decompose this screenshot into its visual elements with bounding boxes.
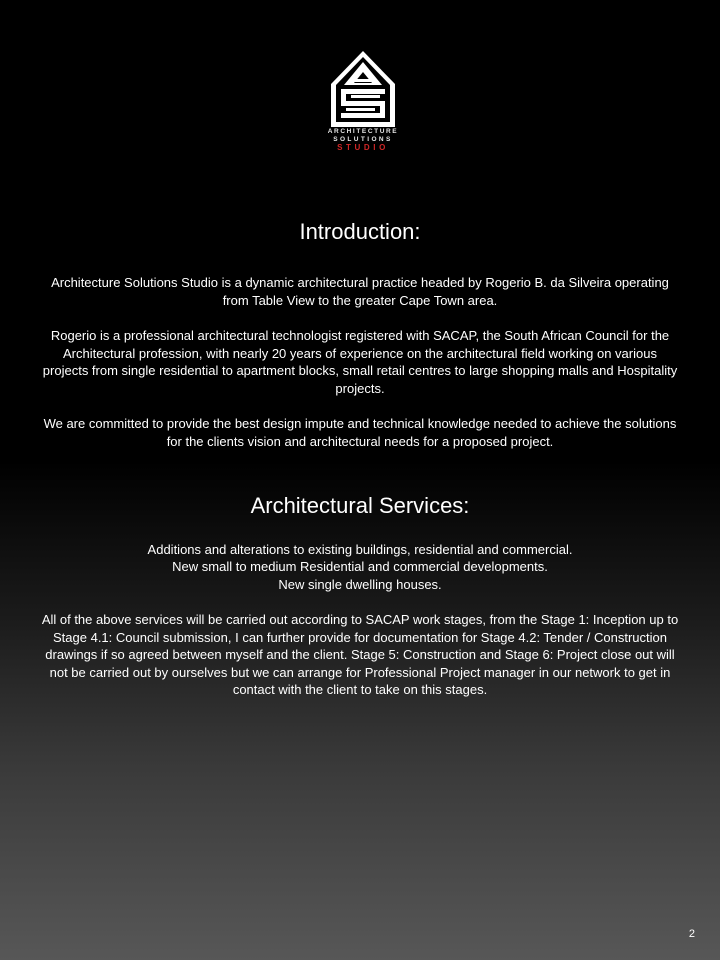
service-item: Additions and alterations to existing buildings, residential and commercial.: [147, 542, 573, 557]
introduction-heading: Introduction:: [299, 219, 421, 244]
logo-text-solutions: SOLUTIONS: [333, 136, 393, 143]
page-number: 2: [688, 928, 695, 940]
service-item: New small to medium Residential and commercial developments.: [172, 559, 548, 574]
logo-text-studio: STUDIO: [337, 143, 389, 152]
services-heading: Architectural Services:: [250, 493, 470, 518]
logo-text-architecture: ARCHITECTURE: [327, 128, 399, 135]
intro-paragraph-3: We are committed to provide the best design impute and technical knowledge needed to achieve the solutions for the clients vision and architectural needs for a proposed project.: [43, 416, 677, 449]
intro-paragraph-2: Rogerio is a professional architectural technologist registered with SACAP, the South African Council for the Architectural profession, with nearly 20 years of experience on the architectural field working on various projects from single residential to apartment blocks, small retail centres to large shopping malls and Hospitality projects.: [42, 328, 678, 396]
company-logo: [327, 48, 399, 152]
logo-house-icon: [327, 48, 399, 128]
intro-paragraph-1: Architecture Solutions Studio is a dynamic architectural practice headed by Rogerio B. da Silveira operating from Table View to the greater Cape Town area.: [51, 275, 669, 308]
service-item: New single dwelling houses.: [278, 577, 442, 592]
services-paragraph: All of the above services will be carried out according to SACAP work stages, from the Stage 1: Inception up to Stage 4.1: Council submission, I can further provide for documentation for Stage 4.2: Tender / Construction drawings if so agreed between myself and the client. Stage 5: Construction and Stage 6: Project close out will not be carried out by ourselves but we can arrange for Professional Project manager in our network to get in contact with the client to take on this stages.: [41, 612, 679, 697]
